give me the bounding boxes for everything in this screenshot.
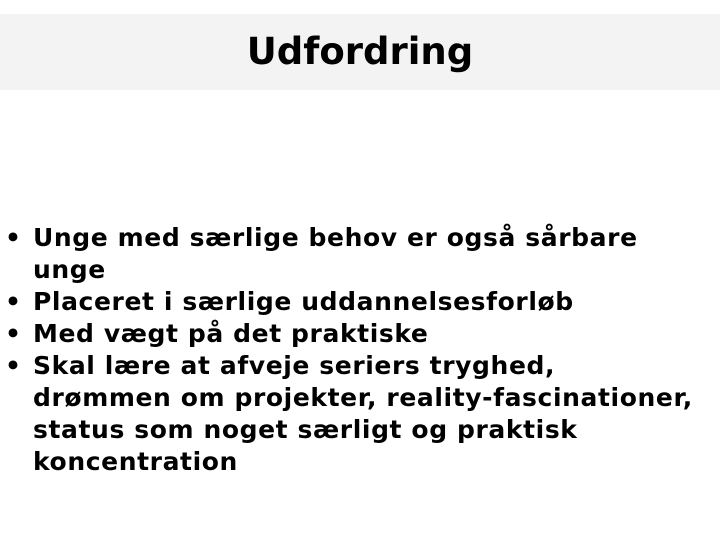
bullet-text: Unge med særlige behov er også sårbare unge <box>33 223 638 284</box>
bullet-dot-icon: • <box>5 287 22 316</box>
bullet-dot-icon: • <box>5 223 22 252</box>
bullet-text: Skal lære at afveje seriers tryghed, drømmen om projekter, reality-fascinationer, status som noget særligt og praktisk koncentration <box>33 351 693 476</box>
bullet-item <box>2 318 702 350</box>
slide-title: Udfordring <box>246 30 474 73</box>
bullet-text: Med vægt på det praktiske <box>33 319 429 348</box>
bullet-item <box>2 222 702 286</box>
bullet-dot-icon: • <box>5 351 22 380</box>
bullet-text: Placeret i særlige uddannelsesforløb <box>33 287 574 316</box>
bullet-item <box>2 350 702 478</box>
bullet-dot-icon: • <box>5 319 22 348</box>
bullet-item <box>2 286 702 318</box>
bullet-list <box>2 222 702 478</box>
